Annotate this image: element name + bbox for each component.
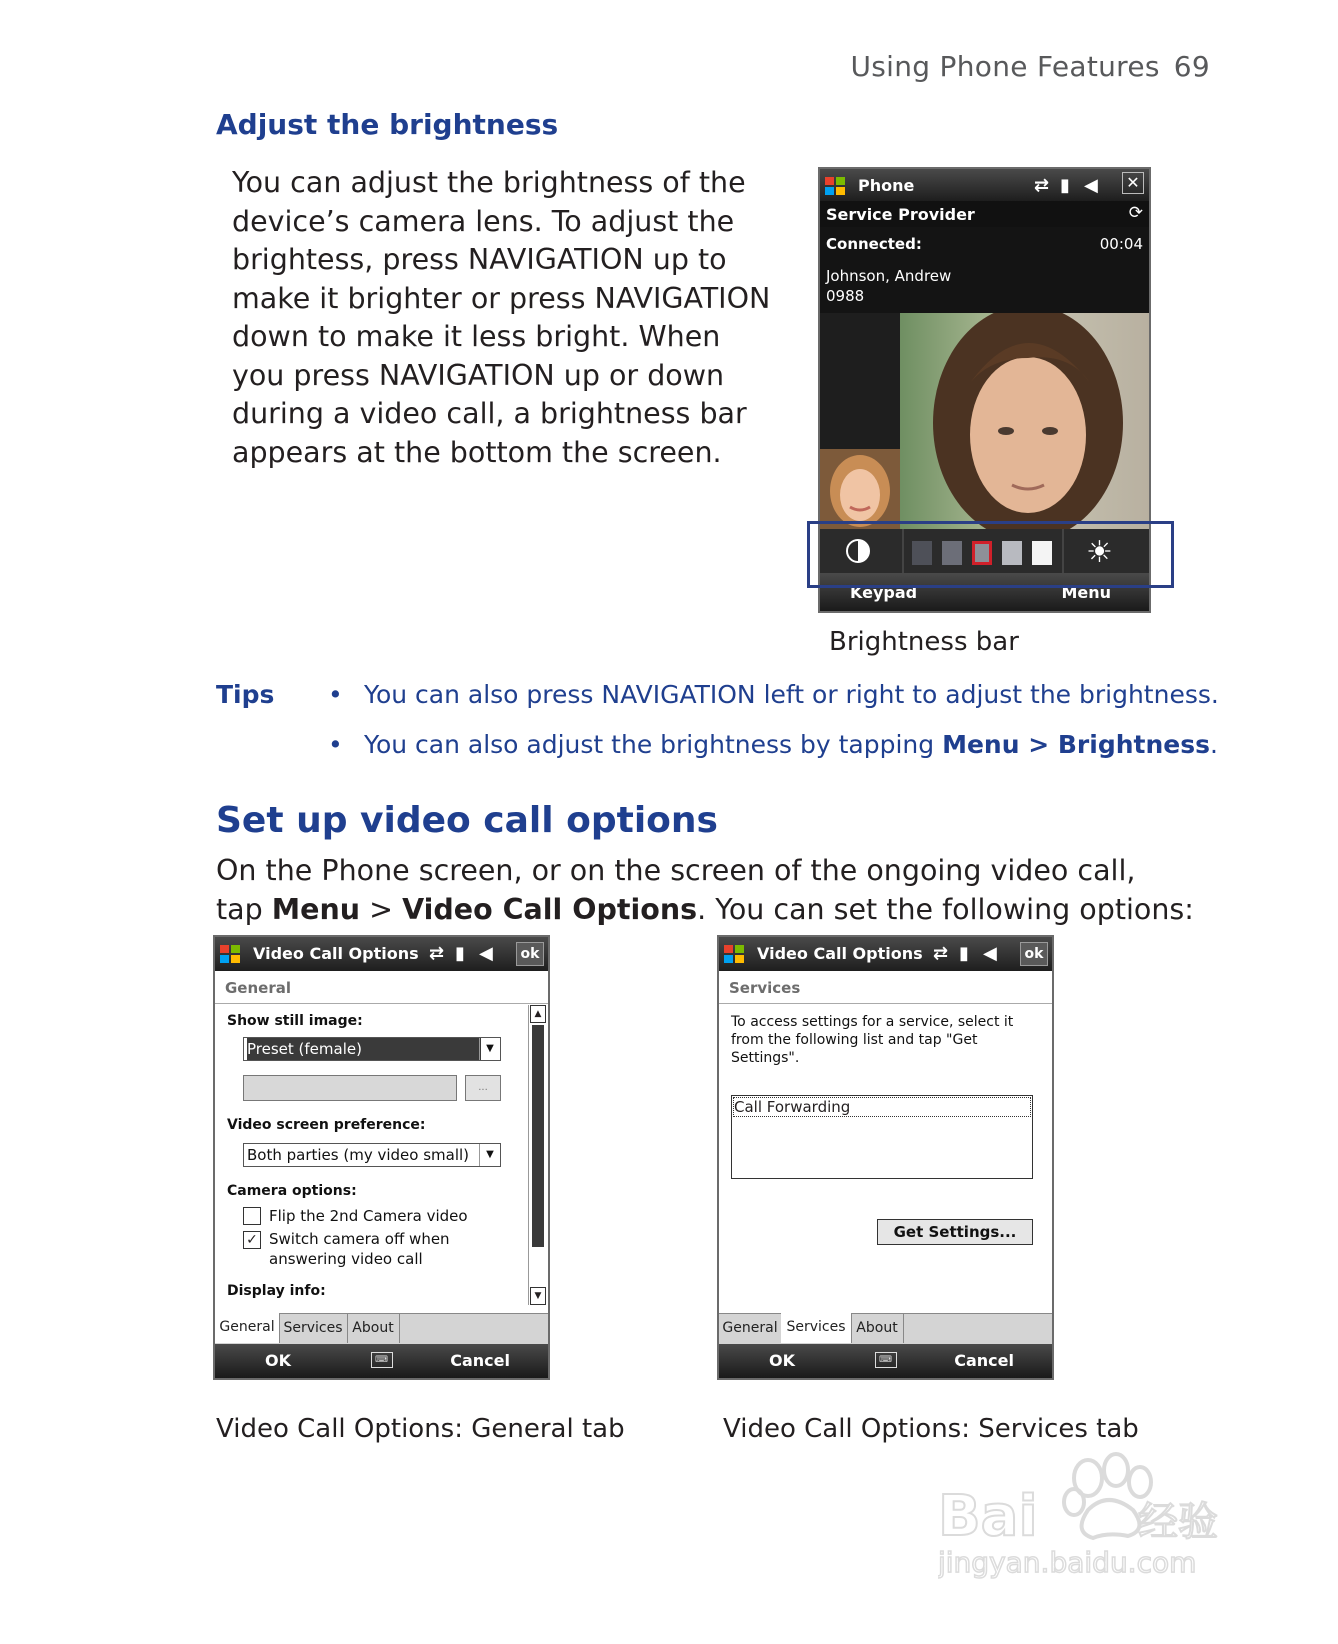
services-tab-strip [719, 1313, 1052, 1344]
call-info [820, 227, 1149, 313]
softkey-ok[interactable]: OK [769, 1351, 795, 1370]
services-instructions-1: To access settings for a service, select it [731, 1014, 1014, 1030]
general-titlebar [215, 937, 548, 971]
services-list[interactable] [731, 1095, 1033, 1179]
call-status: Connected: [826, 235, 922, 253]
list-item-call-forwarding[interactable]: Call Forwarding [733, 1097, 1031, 1117]
camera-options-label: Camera options: [227, 1183, 357, 1199]
sync-icon: ⇄ [1034, 175, 1050, 196]
windows-start-icon[interactable] [824, 175, 846, 197]
tab-general[interactable]: General [719, 1314, 782, 1343]
general-tab-strip [215, 1313, 548, 1344]
caption-general-tab: Video Call Options: General tab [216, 1414, 625, 1444]
still-image-path-field[interactable] [243, 1075, 457, 1101]
browse-button[interactable]: ... [465, 1075, 501, 1101]
running-header [836, 50, 1210, 83]
bullet: • [328, 680, 343, 709]
provider-row [820, 201, 1149, 228]
tip-1-text: You can also press NAVIGATION left or right to adjust the brightness. [364, 680, 1219, 709]
services-softkey-bar [719, 1344, 1052, 1378]
signal-icon: ▮ [1060, 175, 1070, 196]
scroll-down-icon[interactable]: ▼ [530, 1287, 546, 1305]
line2-sep: > [360, 892, 403, 926]
general-title: Video Call Options [253, 944, 419, 963]
get-settings-button[interactable]: Get Settings... [877, 1219, 1033, 1245]
switch-camera-label-1: Switch camera off when [269, 1230, 450, 1248]
flip-camera-label: Flip the 2nd Camera video [269, 1207, 468, 1225]
baidu-watermark-logo [938, 1440, 1238, 1580]
call-duration: 00:04 [1099, 235, 1143, 253]
tip-2-menu: Menu > Brightness [942, 730, 1210, 759]
page-number: 69 [1173, 50, 1210, 83]
ok-button[interactable]: ok [1020, 942, 1048, 966]
softkey-cancel[interactable]: Cancel [954, 1351, 1014, 1370]
scroll-up-icon[interactable]: ▲ [530, 1005, 546, 1023]
services-instructions-3: Settings". [731, 1050, 800, 1066]
general-section-header: General [215, 971, 548, 1004]
sync-icon: ⇄ [429, 943, 445, 964]
phone-title: Phone [858, 176, 915, 195]
caller-name: Johnson, Andrew [826, 267, 952, 285]
svg-text:jingyan.baidu.com: jingyan.baidu.com [938, 1546, 1197, 1579]
video-pref-value: Both parties (my video small) [247, 1146, 470, 1164]
keyboard-icon[interactable]: ⌨ [875, 1352, 897, 1368]
tab-about[interactable]: About [851, 1314, 904, 1343]
section-title-brightness: Adjust the brightness [216, 108, 559, 141]
scrollbar[interactable] [528, 1005, 547, 1305]
scrollbar-thumb[interactable] [532, 1025, 544, 1247]
show-still-image-label: Show still image: [227, 1013, 363, 1029]
rotate-icon[interactable]: ⟳ [1128, 203, 1143, 223]
volume-icon: ◀ [1084, 175, 1098, 196]
signal-icon: ▮ [959, 943, 969, 964]
volume-icon: ◀ [479, 943, 493, 964]
ok-button[interactable]: ok [516, 942, 544, 966]
local-video-thumbnail [820, 449, 900, 529]
windows-start-icon[interactable] [219, 943, 241, 965]
caller-number: 0988 [826, 287, 865, 305]
volume-icon: ◀ [983, 943, 997, 964]
display-info-label: Display info: [227, 1283, 326, 1299]
general-tab-screen [213, 935, 550, 1380]
chevron-down-icon: ▼ [479, 1038, 500, 1060]
tips-label: Tips [216, 680, 275, 709]
switch-camera-checkbox[interactable]: ✓ [243, 1231, 261, 1249]
close-icon[interactable]: ✕ [1122, 172, 1144, 194]
tab-about[interactable]: About [347, 1314, 400, 1343]
brightness-paragraph: You can adjust the brightness of the device’s camera lens. To adjust the brightess, press NAVIGATION up to make it brighter or press NAVIGATION down to make it less bright. When you press NAVIGATION up or down during a video call, a brightness bar appears at the bottom the screen. [232, 166, 771, 469]
softkey-menu[interactable]: Menu [1061, 583, 1111, 602]
keyboard-icon[interactable]: ⌨ [371, 1352, 393, 1368]
section-title-video-options: Set up video call options [216, 800, 718, 841]
caption-brightness: Brightness bar [829, 627, 1019, 657]
line2-option: Video Call Options [402, 892, 698, 926]
general-softkey-bar [215, 1344, 548, 1378]
services-title: Video Call Options [757, 944, 923, 963]
line2-suffix: . You can set the following options: [697, 892, 1194, 926]
svg-text:经验: 经验 [1138, 1499, 1218, 1545]
svg-text:Bai: Bai [938, 1484, 1038, 1549]
tip-2-suffix: . [1209, 730, 1218, 759]
video-options-line-2 [216, 891, 1266, 930]
sun-icon: ☀ [1086, 535, 1113, 570]
tip-item-1 [328, 680, 1219, 709]
tab-services[interactable]: Services [781, 1313, 852, 1343]
softkey-ok[interactable]: OK [265, 1351, 291, 1370]
softkey-cancel[interactable]: Cancel [450, 1351, 510, 1370]
local-person-image [820, 449, 900, 529]
video-options-line-1: On the Phone screen, or on the screen of the ongoing video call, [216, 854, 1136, 887]
remote-person-image [900, 313, 1151, 529]
bullet: • [328, 730, 343, 759]
header-section: Using Phone Features [850, 50, 1160, 83]
phone-titlebar [820, 169, 1149, 201]
video-pref-label: Video screen preference: [227, 1117, 426, 1133]
services-instructions-2: from the following list and tap "Get [731, 1032, 978, 1048]
windows-start-icon[interactable] [723, 943, 745, 965]
tab-services[interactable]: Services [279, 1314, 348, 1343]
switch-camera-label-2: answering video call [269, 1250, 423, 1268]
services-section-header: Services [719, 971, 1052, 1004]
chevron-down-icon: ▼ [479, 1144, 500, 1166]
tip-item-2 [328, 730, 1218, 759]
tip-2-prefix: You can also adjust the brightness by tapping [364, 730, 943, 759]
section-body-video-options [216, 852, 1266, 929]
services-tab-screen [717, 935, 1054, 1380]
sync-icon: ⇄ [933, 943, 949, 964]
signal-icon: ▮ [455, 943, 465, 964]
video-pref-dropdown[interactable] [243, 1143, 501, 1167]
still-image-dropdown[interactable] [243, 1037, 501, 1061]
service-provider: Service Provider [826, 205, 975, 224]
remote-video [900, 313, 1151, 529]
softkey-keypad[interactable]: Keypad [850, 583, 918, 602]
brightness-highlight-box [807, 521, 1174, 588]
section-body-brightness [232, 164, 772, 472]
caption-services-tab: Video Call Options: Services tab [723, 1414, 1139, 1444]
line2-prefix: tap [216, 892, 272, 926]
line2-menu: Menu [271, 892, 361, 926]
baidu-paw-icon [938, 1440, 1238, 1580]
tab-general[interactable]: General [215, 1313, 280, 1343]
flip-camera-checkbox[interactable] [243, 1207, 261, 1225]
still-image-value: Preset (female) [247, 1038, 481, 1060]
services-titlebar [719, 937, 1052, 971]
